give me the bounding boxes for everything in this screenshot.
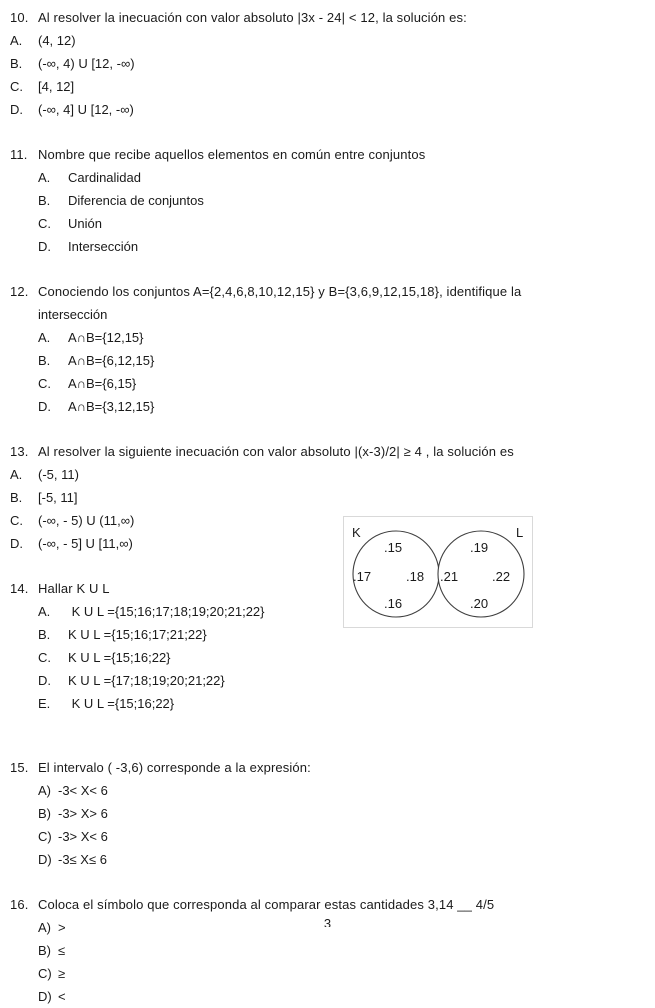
option-label: A) (38, 783, 51, 798)
option-text: [4, 12] (38, 79, 75, 94)
question-13-option-c[interactable] (0, 509, 655, 532)
option-label: A. (10, 467, 23, 482)
option-text: (-5, 11) (38, 467, 79, 482)
option-text: K U L ={17;18;19;20;21;22} (68, 673, 225, 688)
option-text: A∩B={6,15} (68, 376, 137, 391)
question-12-stem (0, 280, 655, 303)
option-label: C. (38, 216, 51, 231)
question-14 (0, 577, 655, 715)
question-14-option-a[interactable] (0, 600, 655, 623)
question-15-option-b[interactable] (0, 802, 655, 825)
set-k-element-17: .17 (353, 569, 372, 584)
question-16-text: Coloca el símbolo que corresponda al comparar estas cantidades 3,14 __ 4/5 (38, 897, 495, 912)
question-12-option-c[interactable] (0, 372, 655, 395)
option-text: -3< X< 6 (58, 783, 108, 798)
spacer (0, 715, 655, 737)
option-text: Cardinalidad (68, 170, 141, 185)
option-text: [-5, 11] (38, 490, 78, 505)
option-label: A. (38, 170, 51, 185)
question-11-text: Nombre que recibe aquellos elementos en común entre conjuntos (38, 147, 426, 162)
question-16-stem (0, 893, 655, 916)
option-label: B) (38, 943, 51, 958)
question-14-stem (0, 577, 655, 600)
option-text: ≥ (58, 966, 66, 981)
set-k-element-18: .18 (406, 569, 425, 584)
option-label: D) (38, 852, 52, 867)
option-text: A∩B={12,15} (68, 330, 144, 345)
venn-diagram-svg (344, 517, 532, 627)
question-15-text: El intervalo ( -3,6) corresponde a la expresión: (38, 760, 311, 775)
question-14-number: 14. (10, 581, 29, 596)
question-15 (0, 756, 655, 871)
question-13-text: Al resolver la siguiente inecuación con valor absoluto |(x-3)/2| ≥ 4 , la solución es (38, 444, 514, 459)
question-16 (0, 893, 655, 1008)
question-list (0, 6, 655, 1008)
option-text: ≤ (58, 943, 66, 958)
option-text: (-∞, - 5) U (11,∞) (38, 513, 135, 528)
option-label: D) (38, 989, 52, 1004)
question-15-option-c[interactable] (0, 825, 655, 848)
option-text: A∩B={6,12,15} (68, 353, 155, 368)
option-text: Diferencia de conjuntos (68, 193, 204, 208)
question-13-option-b[interactable] (0, 486, 655, 509)
option-label: B. (38, 353, 51, 368)
question-12-stem-continuation: intersección (38, 307, 108, 322)
spacer (0, 121, 655, 143)
option-text: Intersección (68, 239, 139, 254)
venn-diagram-figure (343, 516, 533, 628)
option-label: B. (38, 627, 51, 642)
set-l-label: L (516, 525, 524, 540)
question-16-number: 16. (10, 897, 29, 912)
option-text: -3> X> 6 (58, 806, 108, 821)
spacer (0, 258, 655, 280)
set-k-element-15: .15 (384, 540, 403, 555)
option-label: E. (38, 696, 51, 711)
question-14-text: Hallar K U L (38, 581, 110, 596)
question-10-text: Al resolver la inecuación con valor absoluto |3x - 24| < 12, la solución es: (38, 10, 467, 25)
question-14-option-e[interactable] (0, 692, 655, 715)
question-12-number: 12. (10, 284, 29, 299)
option-text: K U L ={15;16;22} (68, 696, 175, 711)
question-12 (0, 280, 655, 418)
question-11-option-a[interactable] (0, 166, 655, 189)
question-15-option-a[interactable] (0, 779, 655, 802)
option-label: A. (38, 330, 51, 345)
question-10-option-a[interactable] (0, 29, 655, 52)
set-k-element-16: .16 (384, 596, 403, 611)
question-10-option-c[interactable] (0, 75, 655, 98)
question-11-option-c[interactable] (0, 212, 655, 235)
question-10-number: 10. (10, 10, 29, 25)
option-label: D. (10, 102, 23, 117)
question-13-stem (0, 440, 655, 463)
option-text: (-∞, 4] U [12, -∞) (38, 102, 134, 117)
option-text: < (58, 989, 66, 1004)
option-label: C. (38, 376, 51, 391)
question-11-option-b[interactable] (0, 189, 655, 212)
question-15-option-d[interactable] (0, 848, 655, 871)
question-16-option-d[interactable] (0, 985, 655, 1008)
spacer (0, 418, 655, 440)
option-text: K U L ={15;16;22} (68, 650, 171, 665)
question-10-option-b[interactable] (0, 52, 655, 75)
option-label: A) (38, 920, 51, 935)
question-11-option-d[interactable] (0, 235, 655, 258)
option-label: C) (38, 829, 52, 844)
question-16-option-c[interactable] (0, 962, 655, 985)
question-13-option-a[interactable] (0, 463, 655, 486)
question-13-number: 13. (10, 444, 29, 459)
question-11-number: 11. (10, 147, 28, 162)
option-label: B) (38, 806, 51, 821)
option-label: C. (10, 79, 23, 94)
option-label: B. (10, 56, 23, 71)
question-14-option-c[interactable] (0, 646, 655, 669)
set-l-element-21: .21 (440, 569, 459, 584)
question-12-option-a[interactable] (0, 326, 655, 349)
option-text: K U L ={15;16;17;21;22} (68, 627, 207, 642)
question-10 (0, 6, 655, 121)
question-10-option-d[interactable] (0, 98, 655, 121)
option-label: D. (38, 399, 51, 414)
option-label: D. (38, 673, 51, 688)
question-11 (0, 143, 655, 258)
page-number: 3 (323, 916, 332, 927)
option-text: -3> X< 6 (58, 829, 108, 844)
spacer (0, 555, 655, 577)
option-text: -3≤ X≤ 6 (58, 852, 107, 867)
option-text: (-∞, - 5] U [11,∞) (38, 536, 133, 551)
question-12-option-b[interactable] (0, 349, 655, 372)
question-11-stem (0, 143, 655, 166)
set-l-element-22: .22 (492, 569, 511, 584)
question-16-option-b[interactable] (0, 939, 655, 962)
option-label: B. (10, 490, 23, 505)
question-13 (0, 440, 655, 555)
option-label: A. (38, 604, 51, 619)
option-label: D. (38, 239, 51, 254)
question-12-text: Conociendo los conjuntos A={2,4,6,8,10,12,15} y B={3,6,9,12,15,18}, identifique la (38, 284, 522, 299)
option-label: D. (10, 536, 23, 551)
option-label: A. (10, 33, 23, 48)
option-text: A∩B={3,12,15} (68, 399, 155, 414)
question-10-stem (0, 6, 655, 29)
question-15-number: 15. (10, 760, 29, 775)
set-k-label: K (352, 525, 361, 540)
question-14-option-b[interactable] (0, 623, 655, 646)
option-label: B. (38, 193, 51, 208)
question-13-option-d[interactable] (0, 532, 655, 555)
option-text: > (58, 920, 66, 935)
option-text: (-∞, 4) U [12, -∞) (38, 56, 135, 71)
question-12-option-d[interactable] (0, 395, 655, 418)
set-l-element-19: .19 (470, 540, 489, 555)
option-label: C) (38, 966, 52, 981)
option-label: C. (10, 513, 23, 528)
set-l-element-20: .20 (470, 596, 489, 611)
option-text: K U L ={15;16;17;18;19;20;21;22} (68, 604, 265, 619)
question-15-stem (0, 756, 655, 779)
spacer (0, 871, 655, 893)
option-label: C. (38, 650, 51, 665)
option-text: (4, 12) (38, 33, 76, 48)
spacer (0, 737, 655, 756)
option-text: Unión (68, 216, 102, 231)
question-14-option-d[interactable] (0, 669, 655, 692)
